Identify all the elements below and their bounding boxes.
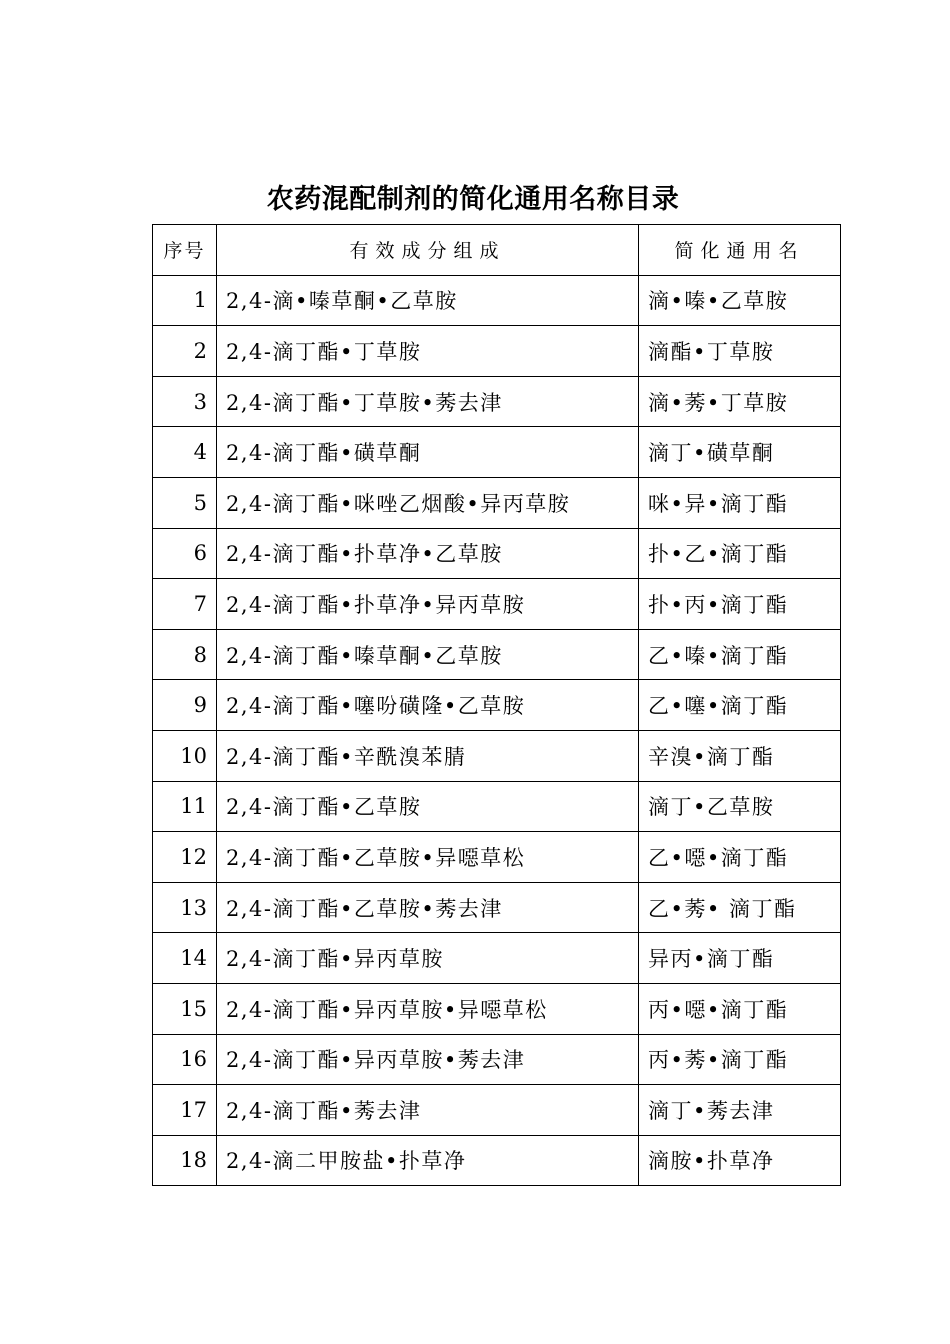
table-row (153, 882, 841, 933)
composition-cell: 2,4-滴•嗪草酮•乙草胺 (217, 275, 639, 326)
table-row (153, 579, 841, 630)
short-name-cell: 扑•丙•滴丁酯 (639, 579, 841, 630)
row-number-cell: 4 (153, 427, 217, 478)
table-body (153, 275, 841, 1186)
row-number-cell: 6 (153, 528, 217, 579)
composition-cell: 2,4-滴丁酯•噻吩磺隆•乙草胺 (217, 680, 639, 731)
composition-cell: 2,4-滴丁酯•乙草胺•异噁草松 (217, 832, 639, 883)
table-row (153, 1034, 841, 1085)
composition-cell: 2,4-滴二甲胺盐•扑草净 (217, 1135, 639, 1186)
short-name-cell: 丙•噁•滴丁酯 (639, 983, 841, 1034)
short-name-cell: 滴丁•乙草胺 (639, 781, 841, 832)
table-row (153, 933, 841, 984)
table-row (153, 1135, 841, 1186)
table-row (153, 680, 841, 731)
row-number-cell: 5 (153, 477, 217, 528)
row-number-cell: 9 (153, 680, 217, 731)
table-row (153, 326, 841, 377)
table-row (153, 781, 841, 832)
row-number-cell: 1 (153, 275, 217, 326)
column-header-no: 序号 (153, 225, 217, 276)
short-name-cell: 辛溴•滴丁酯 (639, 730, 841, 781)
composition-cell: 2,4-滴丁酯•嗪草酮•乙草胺 (217, 629, 639, 680)
row-number-cell: 15 (153, 983, 217, 1034)
table-row (153, 376, 841, 427)
composition-cell: 2,4-滴丁酯•扑草净•异丙草胺 (217, 579, 639, 630)
composition-cell: 2,4-滴丁酯•磺草酮 (217, 427, 639, 478)
row-number-cell: 8 (153, 629, 217, 680)
page-title: 农药混配制剂的简化通用名称目录 (266, 184, 680, 215)
row-number-cell: 18 (153, 1135, 217, 1186)
row-number-cell: 11 (153, 781, 217, 832)
composition-cell: 2,4-滴丁酯•丁草胺 (217, 326, 639, 377)
table-row (153, 275, 841, 326)
table-row (153, 528, 841, 579)
row-number-cell: 13 (153, 882, 217, 933)
short-name-cell: 乙•嗪•滴丁酯 (639, 629, 841, 680)
short-name-cell: 滴丁•莠去津 (639, 1085, 841, 1136)
short-name-cell: 滴胺•扑草净 (639, 1135, 841, 1186)
row-number-cell: 2 (153, 326, 217, 377)
row-number-cell: 12 (153, 832, 217, 883)
short-name-cell: 滴酯•丁草胺 (639, 326, 841, 377)
short-name-cell: 咪•异•滴丁酯 (639, 477, 841, 528)
row-number-cell: 14 (153, 933, 217, 984)
row-number-cell: 3 (153, 376, 217, 427)
row-number-cell: 10 (153, 730, 217, 781)
short-name-cell: 滴•嗪•乙草胺 (639, 275, 841, 326)
table-header-row (153, 225, 841, 276)
short-name-cell: 乙•莠• 滴丁酯 (639, 882, 841, 933)
short-name-cell: 丙•莠•滴丁酯 (639, 1034, 841, 1085)
composition-cell: 2,4-滴丁酯•辛酰溴苯腈 (217, 730, 639, 781)
table-row (153, 983, 841, 1034)
composition-cell: 2,4-滴丁酯•异丙草胺 (217, 933, 639, 984)
row-number-cell: 17 (153, 1085, 217, 1136)
composition-cell: 2,4-滴丁酯•咪唑乙烟酸•异丙草胺 (217, 477, 639, 528)
pesticide-name-table (152, 224, 841, 1186)
composition-cell: 2,4-滴丁酯•莠去津 (217, 1085, 639, 1136)
table-row (153, 477, 841, 528)
table-row (153, 730, 841, 781)
short-name-cell: 乙•噻•滴丁酯 (639, 680, 841, 731)
short-name-cell: 扑•乙•滴丁酯 (639, 528, 841, 579)
table-row (153, 427, 841, 478)
short-name-cell: 滴•莠•丁草胺 (639, 376, 841, 427)
row-number-cell: 7 (153, 579, 217, 630)
composition-cell: 2,4-滴丁酯•扑草净•乙草胺 (217, 528, 639, 579)
table-row (153, 1085, 841, 1136)
short-name-cell: 异丙•滴丁酯 (639, 933, 841, 984)
short-name-cell: 滴丁•磺草酮 (639, 427, 841, 478)
column-header-short-name: 简化通用名 (639, 225, 841, 276)
composition-cell: 2,4-滴丁酯•乙草胺 (217, 781, 639, 832)
composition-cell: 2,4-滴丁酯•乙草胺•莠去津 (217, 882, 639, 933)
composition-cell: 2,4-滴丁酯•异丙草胺•莠去津 (217, 1034, 639, 1085)
composition-cell: 2,4-滴丁酯•丁草胺•莠去津 (217, 376, 639, 427)
column-header-composition: 有效成分组成 (217, 225, 639, 276)
row-number-cell: 16 (153, 1034, 217, 1085)
short-name-cell: 乙•噁•滴丁酯 (639, 832, 841, 883)
composition-cell: 2,4-滴丁酯•异丙草胺•异噁草松 (217, 983, 639, 1034)
table-row (153, 832, 841, 883)
table-row (153, 629, 841, 680)
